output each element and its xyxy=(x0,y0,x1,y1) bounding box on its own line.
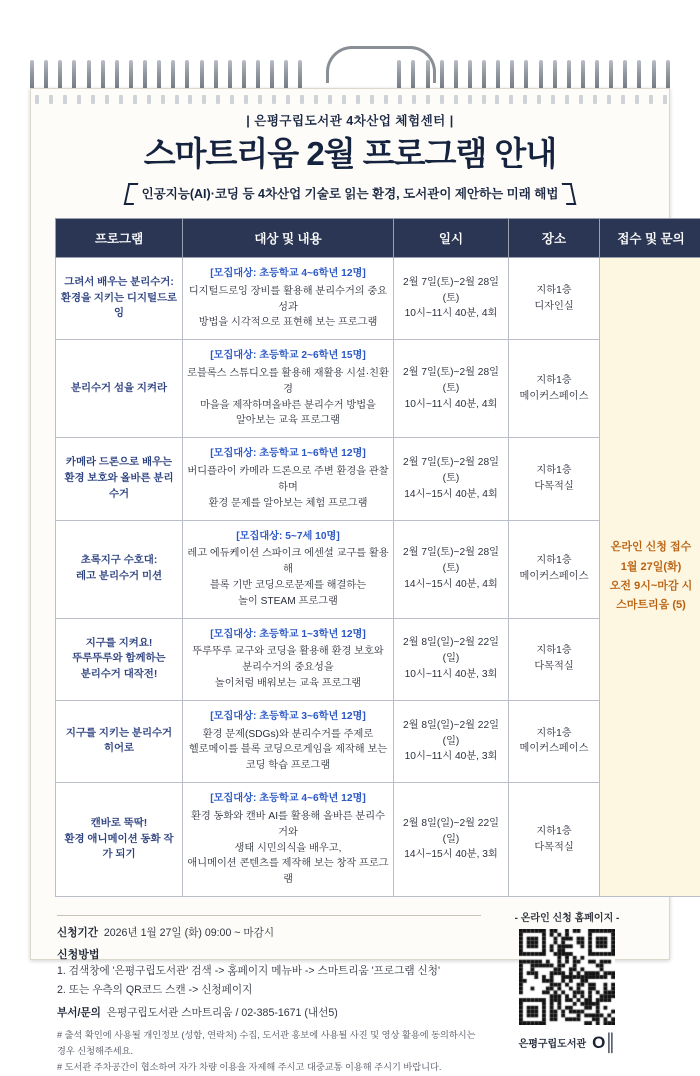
punch-hole xyxy=(482,95,486,104)
punch-hole xyxy=(426,95,430,104)
punch-hole xyxy=(161,95,165,104)
punch-hole xyxy=(91,95,95,104)
punch-hole xyxy=(384,95,388,104)
program-table-wrap xyxy=(31,206,669,897)
column-header-apply: 접수 및 문의 xyxy=(600,218,700,257)
cell-target-and-content: [모집대상: 초등학교 2~6학년 15명] 로블록스 스튜디오를 활용해 재활용 시설·친환경 마을을 제작하며올바른 분리수거 방법을 알아보는 교육 프로그램 xyxy=(183,340,394,438)
cell-target-audience: [모집대상: 초등학교 3~6학년 12명] xyxy=(187,709,389,725)
punch-hole xyxy=(412,95,416,104)
punch-hole xyxy=(63,95,67,104)
cell-place: 지하1층 메이커스페이스 xyxy=(509,340,600,438)
application-method-1: 1. 검색창에 '은평구립도서관' 검색 -> 홈페이지 메뉴바 -> 스마트리움 '프로그램 신청' xyxy=(57,962,481,981)
column-header-program: 프로그램 xyxy=(56,218,183,257)
punch-hole xyxy=(523,95,527,104)
cell-application-info: 온라인 신청 접수 1월 27일(화) 오전 9시~마감 시 스마트리움 (5) xyxy=(600,257,700,896)
punch-hole xyxy=(454,95,458,104)
punch-hole xyxy=(621,95,625,104)
cell-target-and-content: [모집대상: 초등학교 1~3학년 12명] 뚜루뚜루 교구와 코딩을 활용해 환경 보호와 분리수거의 중요성을 놀이처럼 배워보는 교육 프로그램 xyxy=(183,618,394,700)
punch-hole xyxy=(35,95,39,104)
application-period-row xyxy=(57,924,481,943)
cell-datetime: 2월 8일(일)~2월 22일(일) 14시~15시 40분, 3회 xyxy=(394,783,509,897)
punch-hole xyxy=(258,95,262,104)
cell-datetime: 2월 7일(토)~2월 28일(토) 10시~11시 40분, 4회 xyxy=(394,340,509,438)
eyebrow-text: | 은평구립도서관 4차산업 체험센터 | xyxy=(57,111,643,129)
cell-target-audience: [모집대상: 초등학교 2~6학년 15명] xyxy=(187,348,389,364)
poster-footer xyxy=(31,897,669,1076)
contact-row xyxy=(57,1004,481,1023)
cell-program-name: 초록지구 수호대: 레고 분리수거 미션 xyxy=(56,520,183,618)
column-header-datetime: 일시 xyxy=(394,218,509,257)
footer-info xyxy=(57,907,481,1076)
punch-hole xyxy=(537,95,541,104)
punch-hole xyxy=(244,95,248,104)
application-period-label: 신청기간 xyxy=(57,927,98,939)
cell-place: 지하1층 다목적실 xyxy=(509,618,600,700)
punch-hole xyxy=(272,95,276,104)
punch-hole xyxy=(230,95,234,104)
punch-hole xyxy=(328,95,332,104)
footer-note-2: # 도서관 주차공간이 협소하여 자가 차량 이용을 자제해 주시고 대중교통 이용해 주시기 바랍니다. xyxy=(57,1060,481,1076)
cell-program-name: 캔바로 뚝딱! 환경 애니메이션 동화 작가 되기 xyxy=(56,783,183,897)
punch-hole xyxy=(398,95,402,104)
cell-target-audience: [모집대상: 초등학교 1~6학년 12명] xyxy=(187,446,389,462)
cell-datetime: 2월 8일(일)~2월 22일(일) 10시~11시 40분, 3회 xyxy=(394,700,509,782)
footer-note-1: # 출석 확인에 사용될 개인정보 (성함, 연락처) 수집, 도서관 홍보에 사용될 사진 및 영상 활용에 동의하시는 경우 신청해주세요. xyxy=(57,1028,481,1059)
punch-hole xyxy=(147,95,151,104)
cell-place: 지하1층 디자인실 xyxy=(509,257,600,339)
punch-hole xyxy=(175,95,179,104)
cell-target-audience: [모집대상: 초등학교 4~6학년 12명] xyxy=(187,791,389,807)
punch-hole xyxy=(314,95,318,104)
punch-hole xyxy=(635,95,639,104)
table-header-row xyxy=(56,218,700,257)
punch-hole xyxy=(565,95,569,104)
punch-hole xyxy=(286,95,290,104)
column-header-content: 대상 및 내용 xyxy=(183,218,394,257)
punch-hole xyxy=(356,95,360,104)
punch-hole xyxy=(133,95,137,104)
punch-hole xyxy=(370,95,374,104)
application-method-2: 2. 또는 우측의 QR코드 스캔 -> 신청페이지 xyxy=(57,981,481,1000)
punch-hole xyxy=(188,95,192,104)
punch-hole xyxy=(105,95,109,104)
punch-hole xyxy=(119,95,123,104)
cell-program-name: 그려서 배우는 분리수거: 환경을 지키는 디지털드로잉 xyxy=(56,257,183,339)
brand-logo-icon: O║ xyxy=(592,1033,615,1053)
cell-target-audience: [모집대상: 5~7세 10명] xyxy=(187,529,389,545)
punch-hole xyxy=(468,95,472,104)
table-row xyxy=(56,257,700,339)
punch-hole xyxy=(202,95,206,104)
contact-label: 부서/문의 xyxy=(57,1007,101,1019)
program-table xyxy=(55,218,700,897)
punch-hole xyxy=(342,95,346,104)
cell-datetime: 2월 8일(일)~2월 22일(일) 10시~11시 40분, 3회 xyxy=(394,618,509,700)
cell-place: 지하1층 메이커스페이스 xyxy=(509,520,600,618)
library-brand xyxy=(491,1033,643,1053)
punch-hole xyxy=(495,95,499,104)
punch-hole xyxy=(551,95,555,104)
poster-page xyxy=(30,88,670,960)
cell-target-and-content: [모집대상: 초등학교 1~6학년 12명] 버디플라이 카메라 드론으로 주변 환경을 관찰하며 환경 문제를 알아보는 체험 프로그램 xyxy=(183,438,394,520)
cell-target-and-content: [모집대상: 초등학교 4~6학년 12명] 디지털드로잉 장비를 활용해 분리수거의 중요성과 방법을 시각적으로 표현해 보는 프로그램 xyxy=(183,257,394,339)
application-period-value: 2026년 1월 27일 (화) 09:00 ~ 마감시 xyxy=(104,927,274,939)
cell-place: 지하1층 다목적실 xyxy=(509,438,600,520)
cell-program-name: 분리수거 섬을 지켜라 xyxy=(56,340,183,438)
cell-target-and-content: [모집대상: 5~7세 10명] 레고 에듀케이션 스파이크 에센셜 교구를 활용해 블록 기반 코딩으로문제를 해결하는 놀이 STEAM 프로그램 xyxy=(183,520,394,618)
cell-target-audience: [모집대상: 초등학교 4~6학년 12명] xyxy=(187,266,389,282)
punch-hole xyxy=(440,95,444,104)
contact-value: 은평구립도서관 스마트리움 / 02-385-1671 (내선5) xyxy=(107,1007,338,1019)
cell-datetime: 2월 7일(토)~2월 28일(토) 10시~11시 40분, 4회 xyxy=(394,257,509,339)
punch-hole xyxy=(49,95,53,104)
cell-target-and-content: [모집대상: 초등학교 4~6학년 12명] 환경 동화와 캔바 AI를 활용해 올바른 분리수거와 생태 시민의식을 배우고, 애니메이션 콘텐츠를 제작해 보는 창작 프로그램 xyxy=(183,783,394,897)
application-method-label: 신청방법 xyxy=(57,946,481,962)
punch-hole xyxy=(300,95,304,104)
qr-code-image[interactable] xyxy=(519,929,615,1025)
punch-hole xyxy=(509,95,513,104)
cell-target-audience: [모집대상: 초등학교 1~3학년 12명] xyxy=(187,627,389,643)
cell-place: 지하1층 메이커스페이스 xyxy=(509,700,600,782)
punch-hole xyxy=(663,95,667,104)
cell-place: 지하1층 다목적실 xyxy=(509,783,600,897)
cell-program-name: 지구를 지켜요! 뚜루뚜루와 함께하는 분리수거 대작전! xyxy=(56,618,183,700)
table-body xyxy=(56,257,700,896)
brand-name: 은평구립도서관 xyxy=(519,1035,587,1050)
page-title: 스마트리움 2월 프로그램 안내 xyxy=(57,135,643,173)
subtitle-banner: 인공지능(AI)·코딩 등 4차산업 기술로 읽는 환경, 도서관이 제안하는 미래 해법 xyxy=(132,181,569,206)
qr-caption: - 온라인 신청 홈페이지 - xyxy=(491,909,643,924)
cell-target-and-content: [모집대상: 초등학교 3~6학년 12명] 환경 문제(SDGs)와 분리수거를 주제로 헬로메이를 블록 코딩으로게임을 제작해 보는 코딩 학습 프로그램 xyxy=(183,700,394,782)
punch-hole-row xyxy=(31,95,671,107)
qr-section xyxy=(491,907,643,1076)
punch-hole xyxy=(593,95,597,104)
punch-hole xyxy=(579,95,583,104)
column-header-place: 장소 xyxy=(509,218,600,257)
cell-datetime: 2월 7일(토)~2월 28일(토) 14시~15시 40분, 4회 xyxy=(394,520,509,618)
cell-datetime: 2월 7일(토)~2월 28일(토) 14시~15시 40분, 4회 xyxy=(394,438,509,520)
footer-divider xyxy=(57,915,481,916)
cell-program-name: 카메라 드론으로 배우는 환경 보호와 올바른 분리수거 xyxy=(56,438,183,520)
punch-hole xyxy=(607,95,611,104)
punch-hole xyxy=(649,95,653,104)
punch-hole xyxy=(77,95,81,104)
cell-program-name: 지구를 지키는 분리수거 히어로 xyxy=(56,700,183,782)
punch-hole xyxy=(216,95,220,104)
